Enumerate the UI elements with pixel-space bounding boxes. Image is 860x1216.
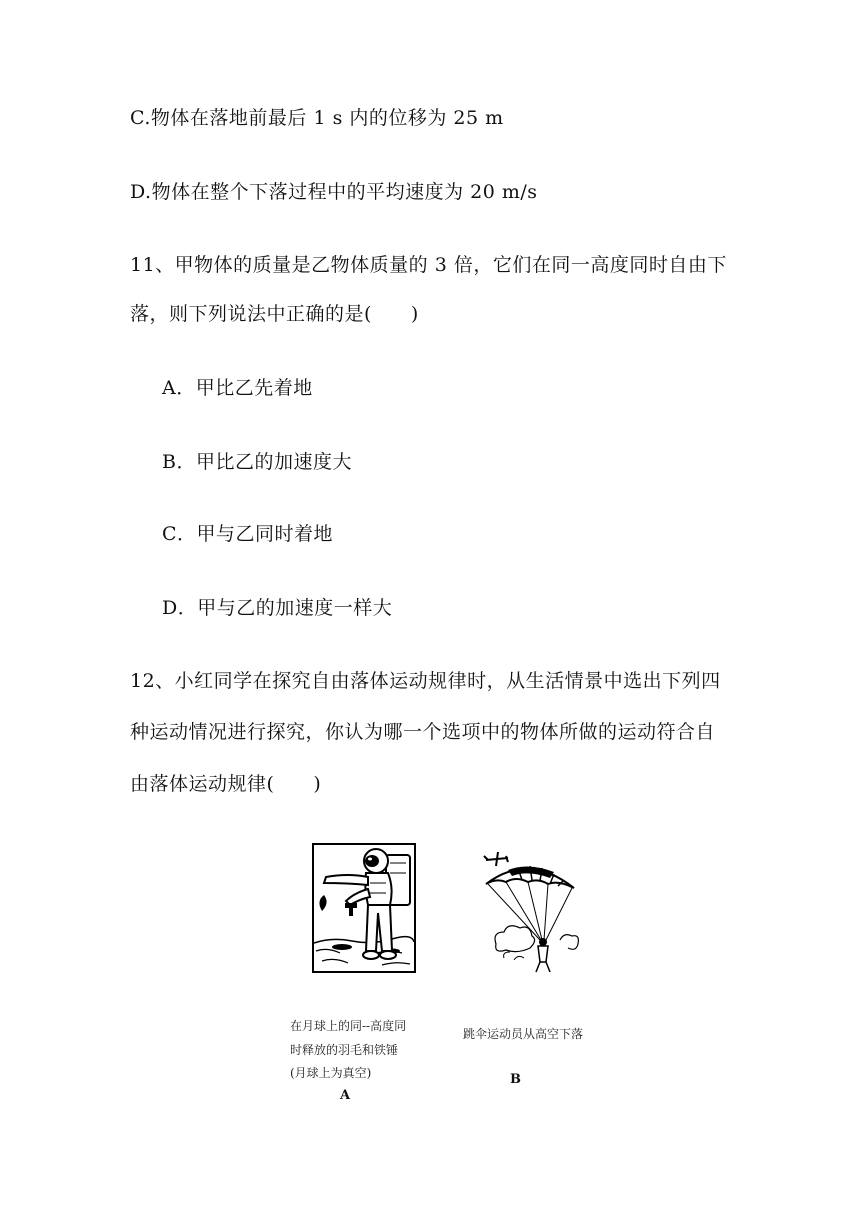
figure-b-caption: 跳伞运动员从高空下落 [463, 1027, 584, 1041]
question-12-line-2: 种运动情况进行探究，你认为哪一个选项中的物体所做的运动符合自 [130, 721, 716, 743]
previous-option-d: D.物体在整个下落过程中的平均速度为 20 m/s [130, 181, 538, 203]
figure-a-label: A [340, 1088, 351, 1103]
question-11-option-d: D．甲与乙的加速度一样大 [162, 597, 393, 619]
question-12-line-1: 12、小红同学在探究自由落体运动规律时，从生活情景中选出下列四 [130, 670, 721, 692]
question-11-line-2: 落，则下列说法中正确的是( ) [130, 303, 419, 325]
question-11-option-a: A．甲比乙先着地 [162, 377, 313, 399]
question-11-option-b: B．甲比乙的加速度大 [162, 451, 352, 473]
previous-option-c: C.物体在落地前最后 1 s 内的位移为 25 m [130, 107, 504, 129]
parachutist-illustration [478, 848, 588, 976]
figure-a-caption-line-3: (月球上为真空) [290, 1066, 372, 1080]
question-11-option-c: C．甲与乙同时着地 [162, 523, 334, 545]
question-12-line-3: 由落体运动规律( ) [130, 773, 322, 795]
astronaut-illustration [312, 843, 416, 973]
question-11-line-1: 11、甲物体的质量是乙物体质量的 3 倍，它们在同一高度同时自由下 [130, 254, 727, 276]
figure-a-caption-line-1: 在月球上的同--高度同 [290, 1019, 407, 1033]
figure-b-label: B [510, 1072, 521, 1087]
figure-a-caption-line-2: 时释放的羽毛和铁锤 [290, 1043, 399, 1057]
